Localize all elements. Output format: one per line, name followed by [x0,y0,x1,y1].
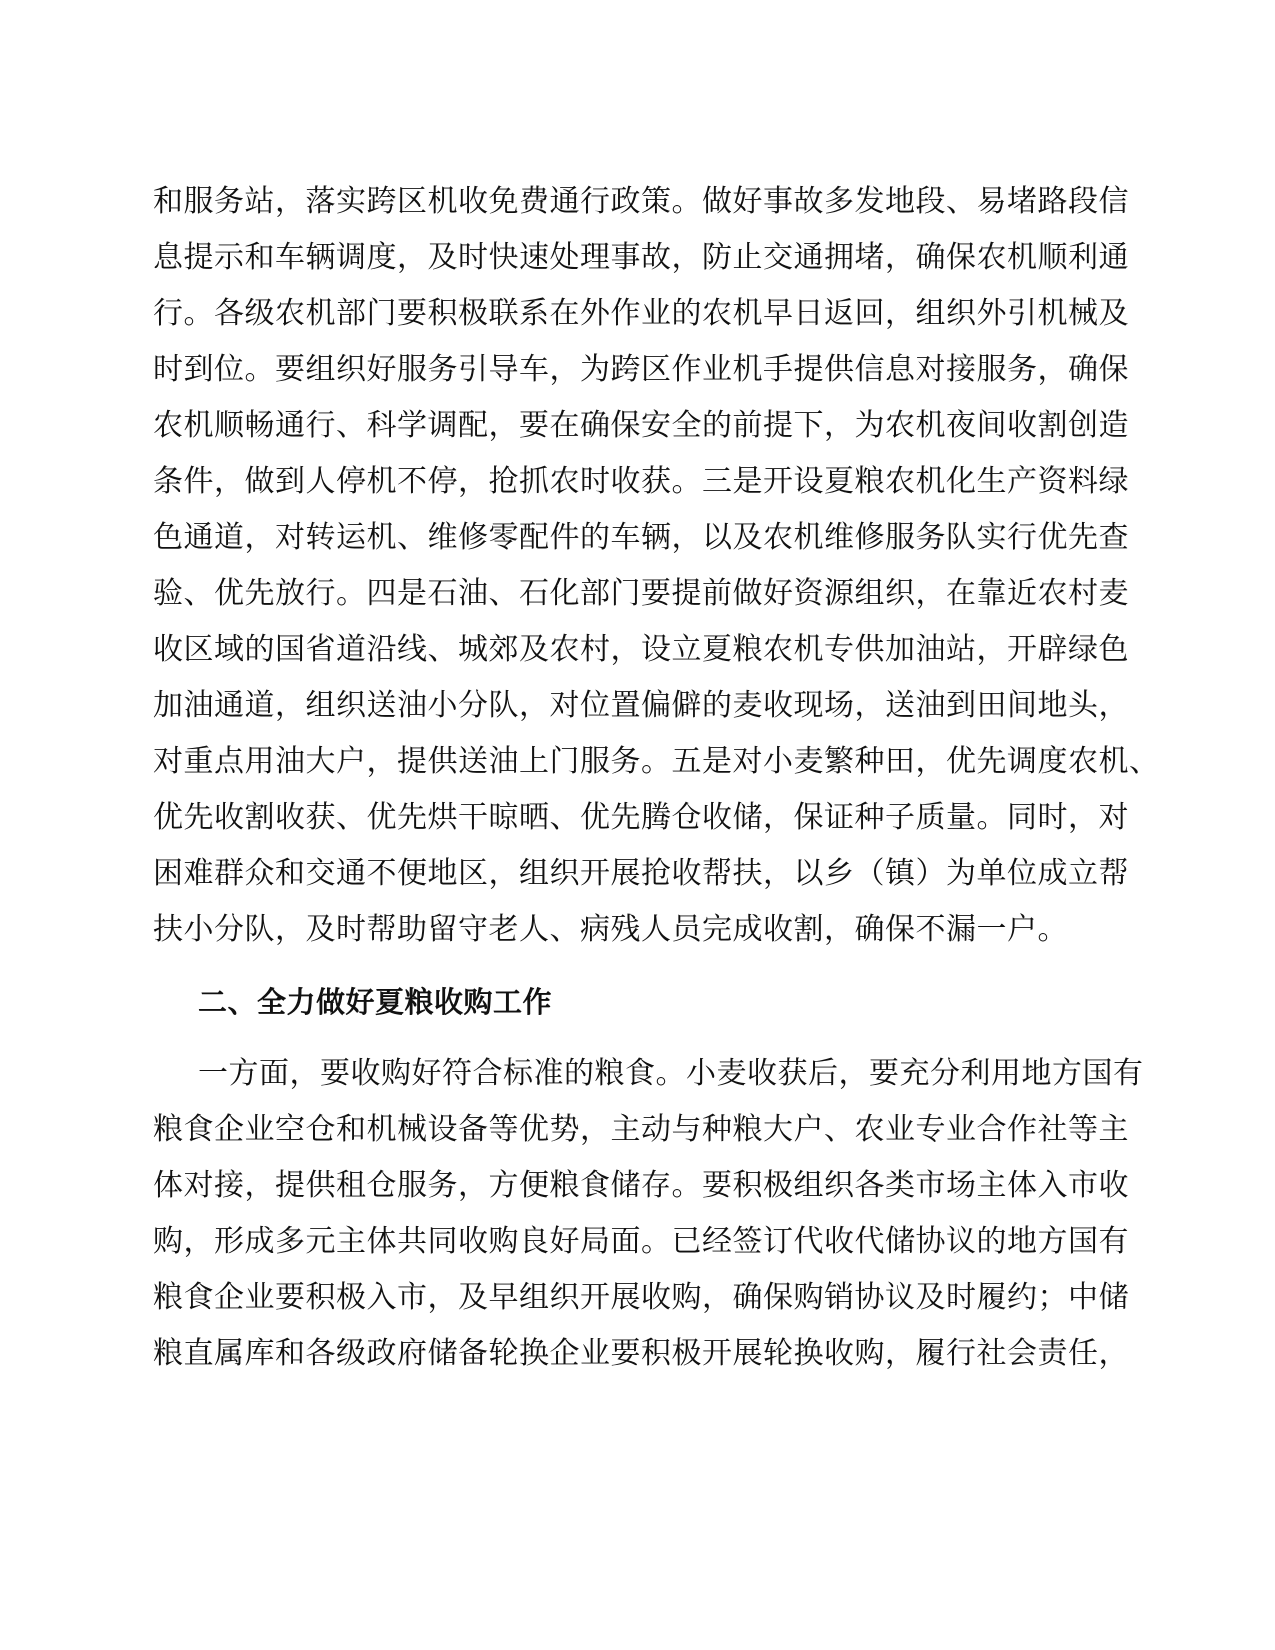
paragraph-line: 扶小分队，及时帮助留守老人、病残人员完成收割，确保不漏一户。 [153,912,1068,947]
paragraph-line: 粮食企业要积极入市，及早组织开展收购，确保购销协议及时履约；中储 [153,1280,1129,1315]
paragraph-line: 粮直属库和各级政府储备轮换企业要积极开展轮换收购，履行社会责任， [153,1336,1129,1371]
paragraph-line: 农机顺畅通行、科学调配，要在确保安全的前提下，为农机夜间收割创造 [153,408,1129,443]
paragraph-line: 体对接，提供租仓服务，方便粮食储存。要积极组织各类市场主体入市收 [153,1168,1129,1203]
paragraph-line: 收区域的国省道沿线、城郊及农村，设立夏粮农机专供加油站，开辟绿色 [153,632,1129,667]
paragraph-line: 色通道，对转运机、维修零配件的车辆，以及农机维修服务队实行优先查 [153,520,1129,555]
paragraph-line: 购，形成多元主体共同收购良好局面。已经签订代收代储协议的地方国有 [153,1224,1129,1259]
paragraph-line: 优先收割收获、优先烘干晾晒、优先腾仓收储，保证种子质量。同时，对 [153,800,1129,835]
paragraph-line: 时到位。要组织好服务引导车，为跨区作业机手提供信息对接服务，确保 [153,352,1129,387]
paragraph-line: 和服务站，落实跨区机收免费通行政策。做好事故多发地段、易堵路段信 [153,184,1129,219]
paragraph-line: 加油通道，组织送油小分队，对位置偏僻的麦收现场，送油到田间地头， [153,688,1129,723]
paragraph-line: 困难群众和交通不便地区，组织开展抢收帮扶，以乡（镇）为单位成立帮 [153,856,1129,891]
section-heading: 二、全力做好夏粮收购工作 [198,985,553,1019]
paragraph-line: 行。各级农机部门要积极联系在外作业的农机早日返回，组织外引机械及 [153,296,1129,331]
paragraph-line: 验、优先放行。四是石油、石化部门要提前做好资源组织，在靠近农村麦 [153,576,1129,611]
paragraph-line: 条件，做到人停机不停，抢抓农时收获。三是开设夏粮农机化生产资料绿 [153,464,1129,499]
paragraph-line: 对重点用油大户，提供送油上门服务。五是对小麦繁种田，优先调度农机、 [153,744,1160,779]
paragraph-line: 一方面，要收购好符合标准的粮食。小麦收获后，要充分利用地方国有 [198,1056,1144,1091]
paragraph-line: 息提示和车辆调度，及时快速处理事故，防止交通拥堵，确保农机顺利通 [153,240,1129,275]
paragraph-line: 粮食企业空仓和机械设备等优势，主动与种粮大户、农业专业合作社等主 [153,1112,1129,1147]
